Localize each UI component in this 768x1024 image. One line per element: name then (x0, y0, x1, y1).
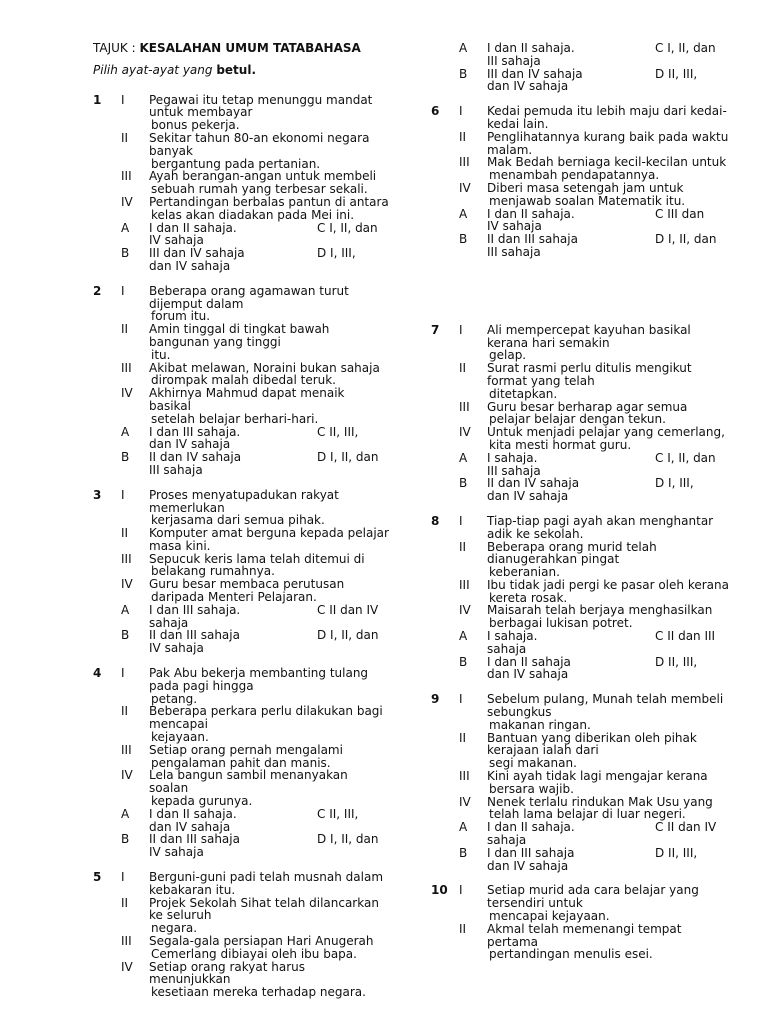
option-continuation: sahaja (487, 641, 527, 656)
option-row (431, 821, 731, 847)
option-row (93, 247, 390, 273)
option-continuation: III sahaja (487, 244, 541, 259)
statement-continuation: pelajar belajar dengan tekun. (489, 412, 666, 427)
statement-numeral: I (459, 322, 463, 337)
statement-numeral: III (121, 169, 132, 184)
option-text: II dan III sahaja (149, 832, 240, 847)
page-title (93, 42, 390, 55)
option-letter: B (121, 450, 130, 465)
option-row (431, 477, 731, 503)
question-10 (431, 884, 731, 961)
option-row (93, 629, 390, 655)
option-text: I dan III sahaja. (149, 602, 241, 617)
statement-numeral: IV (121, 768, 133, 783)
option-row (93, 833, 390, 859)
statement-text: Tiap-tiap pagi ayah akan menghantar adik ke sekolah. (487, 513, 714, 541)
statement-numeral: III (459, 399, 470, 414)
option-alt-text: C II dan III (655, 629, 716, 644)
option-row (93, 808, 390, 834)
statement-numeral: II (459, 129, 467, 144)
statement-numeral: III (459, 769, 470, 784)
option-continuation: dan IV sahaja (149, 258, 231, 273)
option-text: I dan II sahaja. (487, 41, 575, 55)
option-text: III dan IV sahaja (487, 66, 583, 81)
statement-continuation: forum itu. (151, 309, 211, 324)
statement-text: Beberapa orang murid telah dianugerahkan pingat (487, 539, 657, 567)
statement-text: Bantuan yang diberikan oleh pihak kerajaan ialah dari (487, 730, 697, 758)
statement-iii (93, 362, 390, 375)
statement-continuation: kita mesti hormat guru. (489, 437, 632, 452)
statement-numeral: IV (459, 425, 471, 440)
statement-ii (431, 541, 731, 567)
statement-ii (431, 362, 731, 388)
statement-continuation: menambah pendapatannya. (489, 168, 660, 183)
statement-numeral: II (459, 539, 467, 554)
statement-i (93, 667, 390, 693)
option-text: II dan III sahaja (149, 628, 240, 643)
option-continuation: IV sahaja (149, 641, 204, 656)
statement-numeral: I (121, 487, 125, 502)
option-alt-text: D II, III, (655, 654, 698, 669)
option-row (431, 847, 731, 873)
statement-iv (431, 796, 731, 809)
statement-i (431, 324, 731, 350)
question-number: 1 (93, 92, 102, 107)
statement-numeral: III (121, 360, 132, 375)
option-text: I dan III sahaja (487, 845, 575, 860)
statement-numeral: II (459, 361, 467, 376)
statement-i (93, 94, 390, 120)
statement-text: Mak Bedah berniaga kecil-kecilan untuk (487, 155, 727, 170)
option-letter: A (459, 450, 468, 465)
question-6 (431, 105, 731, 259)
statement-iv (93, 769, 390, 795)
continued-options (431, 42, 731, 93)
statement-continuation: gelap. (489, 348, 527, 363)
option-alt-text: C II dan IV (655, 820, 717, 835)
statement-continuation: kejayaan. (151, 730, 209, 745)
question-number: 6 (431, 104, 440, 119)
option-letter: A (459, 629, 468, 644)
statement-text: Amin tinggal di tingkat bawah bangunan yang tinggi (149, 322, 330, 349)
statement-numeral: I (121, 666, 125, 681)
question-5 (93, 871, 390, 999)
statement-numeral: IV (121, 959, 133, 974)
option-alt-text: C I, II, dan (655, 41, 716, 55)
statement-continuation: setelah belajar berhari-hari. (151, 411, 319, 426)
option-row (431, 452, 731, 478)
statement-i (93, 285, 390, 311)
option-continuation: dan IV sahaja (487, 858, 569, 873)
question-number: 10 (431, 883, 448, 898)
option-continuation: sahaja (149, 615, 189, 630)
option-row (93, 426, 390, 452)
statement-text: Nenek terlalu rindukan Mak Usu yang (487, 794, 713, 809)
statement-text: Sebelum pulang, Munah telah membeli sebungkus (487, 692, 724, 720)
statement-continuation: negara. (151, 921, 198, 936)
statement-text: Sekitar tahun 80-an ekonomi negara banyak (149, 130, 370, 158)
statement-numeral: III (121, 934, 132, 948)
statement-iv (93, 578, 390, 591)
statement-continuation: itu. (151, 347, 171, 362)
statement-text: Beberapa orang agamawan turut dijemput dalam (149, 283, 349, 311)
statement-iii (93, 170, 390, 183)
statement-numeral: I (121, 92, 125, 107)
statement-continuation: petang. (151, 691, 198, 706)
title-label: TAJUK : (93, 41, 140, 55)
statement-text: Penglihatannya kurang baik pada waktu malam. (487, 129, 729, 157)
statement-i (431, 105, 731, 131)
statement-text: Setiap murid ada cara belajar yang tersendiri untuk (487, 883, 699, 911)
option-text: I dan II sahaja (487, 654, 571, 669)
statement-text: Ibu tidak jadi pergi ke pasar oleh kerana (487, 577, 729, 592)
option-text: I dan II sahaja. (149, 806, 237, 821)
question-list-right (431, 105, 731, 961)
statement-text: Surat rasmi perlu ditulis mengikut format yang telah (487, 361, 692, 388)
option-continuation: sahaja (487, 833, 527, 848)
statement-numeral: II (121, 526, 129, 541)
statement-numeral: IV (121, 386, 133, 401)
option-letter: B (121, 246, 130, 261)
question-number: 9 (431, 692, 440, 707)
option-letter: B (459, 66, 468, 81)
option-letter: A (121, 602, 130, 617)
question-number: 7 (431, 322, 440, 337)
option-continuation: dan IV sahaja (149, 819, 231, 834)
option-text: I dan III sahaja. (149, 424, 241, 439)
statement-text: Pertandingan berbalas pantun di antara (149, 194, 389, 209)
option-alt-text: C II dan IV (317, 602, 379, 617)
statement-iii (431, 156, 731, 169)
option-continuation: III sahaja (149, 462, 203, 477)
statement-continuation: berbagai lukisan potret. (489, 616, 633, 631)
option-letter: B (459, 654, 468, 669)
statement-text: Akhirnya Mahmud dapat menaik basikal (149, 386, 345, 413)
statement-text: Lela bangun sambil menanyakan soalan (149, 768, 348, 796)
statement-ii (431, 732, 731, 758)
statement-text: Beberapa perkara perlu dilakukan bagi mencapai (149, 704, 383, 732)
option-letter: A (459, 820, 468, 835)
statement-ii (93, 897, 390, 923)
statement-text: Komputer amat berguna kepada pelajar masa kini. (149, 526, 389, 553)
statement-continuation: kelas akan diadakan pada Mei ini. (151, 207, 355, 222)
statement-continuation: bonus pekerja. (151, 118, 240, 133)
statement-text: Kini ayah tidak lagi mengajar kerana (487, 769, 708, 784)
instruction (93, 64, 390, 77)
statement-iii (431, 401, 731, 414)
statement-continuation: kerjasama dari semua pihak. (151, 513, 325, 528)
statement-continuation: dirompak malah dibedal teruk. (151, 373, 336, 388)
statement-text: Berguni-guni padi telah musnah dalam kebakaran itu. (149, 870, 384, 897)
statement-numeral: I (121, 283, 125, 298)
statement-ii (93, 527, 390, 553)
statement-continuation: segi makanan. (489, 756, 577, 771)
statement-continuation: menjawab soalan Matematik itu. (489, 193, 686, 208)
statement-numeral: II (121, 704, 129, 719)
statement-continuation: mencapai kejayaan. (489, 909, 610, 924)
option-row (93, 451, 390, 477)
question-list-left (93, 94, 390, 999)
statement-numeral: III (121, 742, 132, 757)
option-row (431, 656, 731, 682)
statement-text: Setiap orang rakyat harus menunjukkan (149, 959, 306, 987)
option-alt-text: C I, II, dan (655, 450, 716, 465)
statement-iv (93, 961, 390, 987)
instruction-text: Pilih ayat-ayat yang (93, 62, 217, 77)
statement-text: Pegawai itu tetap menunggu mandat untuk membayar (149, 92, 373, 120)
statement-i (93, 489, 390, 515)
statement-text: Diberi masa setengah jam untuk (487, 180, 684, 195)
option-letter: A (121, 806, 130, 821)
option-text: II dan IV sahaja (149, 450, 242, 465)
option-text: I dan II sahaja. (487, 206, 575, 221)
statement-numeral: II (121, 895, 129, 910)
option-alt-text: C II, III, (317, 424, 359, 439)
statement-ii (93, 323, 390, 349)
statement-ii (431, 131, 731, 157)
title-text: KESALAHAN UMUM TATABAHASA (139, 41, 361, 55)
option-alt-text: D I, II, dan (317, 628, 379, 643)
statement-continuation: bergantung pada pertanian. (151, 156, 321, 171)
statement-text: Segala-gala persiapan Hari Anugerah (149, 934, 374, 948)
question-3 (93, 489, 390, 655)
option-text: II dan IV sahaja (487, 476, 580, 491)
question-1 (93, 94, 390, 273)
statement-numeral: I (459, 692, 463, 707)
left-column (93, 42, 390, 1011)
statement-text: Proses menyatupadukan rakyat memerlukan (149, 487, 339, 515)
statement-text: Projek Sekolah Sihat telah dilancarkan ke seluruh (149, 895, 379, 923)
option-alt-text: D II, III, (655, 845, 698, 860)
question-number: 8 (431, 513, 440, 528)
option-alt-text: D I, II, dan (317, 450, 379, 465)
question-8 (431, 515, 731, 681)
statement-text: Guru besar membaca perutusan (149, 577, 345, 592)
statement-text: Guru besar berharap agar semua (487, 399, 688, 414)
statement-continuation: telah lama belajar di luar negeri. (489, 807, 686, 822)
statement-numeral: II (459, 730, 467, 745)
statement-iii (93, 553, 390, 566)
question-number: 3 (93, 487, 102, 502)
statement-numeral: II (121, 322, 129, 337)
statement-continuation: makanan ringan. (489, 717, 591, 732)
statement-text: Sepucuk keris lama telah ditemui di (149, 551, 365, 566)
option-alt-text: C III dan (655, 206, 705, 221)
statement-continuation: kereta rosak. (489, 590, 568, 605)
option-alt-text: D I, II, dan (655, 232, 717, 247)
statement-numeral: IV (459, 603, 471, 618)
statement-continuation: kesetiaan mereka terhadap negara. (151, 985, 366, 1000)
option-text: II dan III sahaja (487, 232, 578, 247)
statement-iv (431, 426, 731, 439)
statement-text: Untuk menjadi pelajar yang cemerlang, (487, 425, 725, 440)
option-alt-text: C I, II, dan (317, 220, 378, 235)
option-letter: A (459, 206, 468, 221)
statement-numeral: IV (459, 180, 471, 195)
statement-numeral: I (459, 883, 463, 898)
option-continuation: dan IV sahaja (487, 79, 569, 94)
option-letter: A (121, 220, 130, 235)
statement-i (431, 884, 731, 910)
statement-numeral: III (459, 155, 470, 170)
question-7 (431, 324, 731, 503)
statement-numeral: I (459, 513, 463, 528)
option-continuation: IV sahaja (149, 845, 204, 860)
option-row (431, 42, 731, 68)
option-letter: B (121, 832, 130, 847)
option-text: I sahaja. (487, 450, 538, 465)
option-letter: B (459, 845, 468, 860)
option-row (431, 208, 731, 234)
statement-numeral: II (459, 921, 467, 936)
option-row (431, 233, 731, 259)
statement-text: Maisarah telah berjaya menghasilkan (487, 603, 713, 618)
statement-numeral: I (121, 870, 125, 885)
option-letter: B (121, 628, 130, 643)
option-text: I dan II sahaja. (487, 820, 575, 835)
statement-iv (93, 387, 390, 413)
question-9 (431, 693, 731, 872)
statement-iv (431, 182, 731, 195)
option-alt-text: C II, III, (317, 806, 359, 821)
statement-numeral: IV (121, 577, 133, 592)
statement-i (431, 693, 731, 719)
statement-i (93, 871, 390, 897)
option-row (93, 222, 390, 248)
question-2 (93, 285, 390, 477)
option-text: I dan II sahaja. (149, 220, 237, 235)
option-text: I sahaja. (487, 629, 538, 644)
option-alt-text: D I, III, (317, 246, 356, 261)
option-row (431, 68, 731, 94)
option-letter: A (459, 41, 468, 55)
option-continuation: dan IV sahaja (149, 437, 231, 452)
statement-text: Ali mempercepat kayuhan basikal kerana hari semakin (487, 322, 691, 350)
statement-numeral: III (459, 577, 470, 592)
statement-continuation: keberanian. (489, 565, 560, 580)
statement-iii (93, 744, 390, 757)
statement-text: Ayah berangan-angan untuk membeli (149, 169, 377, 184)
statement-numeral: I (459, 104, 463, 119)
statement-text: Setiap orang pernah mengalami (149, 742, 343, 757)
statement-continuation: ditetapkan. (489, 386, 558, 401)
statement-continuation: pertandingan menulis esei. (489, 947, 653, 962)
statement-continuation: sebuah rumah yang terbesar sekali. (151, 182, 368, 197)
option-continuation: III sahaja (487, 463, 541, 478)
option-continuation: III sahaja (487, 53, 541, 68)
statement-continuation: bersara wajib. (489, 781, 574, 796)
statement-continuation: Cemerlang dibiayai oleh ibu bapa. (151, 946, 357, 961)
option-alt-text: D I, III, (655, 476, 694, 491)
option-continuation: IV sahaja (487, 219, 542, 234)
statement-iii (431, 770, 731, 783)
statement-iii (431, 579, 731, 592)
option-letter: B (459, 476, 468, 491)
statement-continuation: pengalaman pahit dan manis. (151, 755, 331, 770)
statement-text: Pak Abu bekerja membanting tulang pada pagi hingga (149, 666, 369, 693)
statement-numeral: IV (459, 794, 471, 809)
column-spacer (431, 284, 731, 324)
statement-text: Akmal telah memenangi tempat pertama (487, 921, 682, 949)
option-alt-text: D I, II, dan (317, 832, 379, 847)
option-row (93, 604, 390, 630)
right-column (431, 42, 731, 973)
option-continuation: dan IV sahaja (487, 667, 569, 682)
option-continuation: IV sahaja (149, 233, 204, 248)
option-continuation: dan IV sahaja (487, 489, 569, 504)
option-letter: A (121, 424, 130, 439)
statement-iv (431, 604, 731, 617)
statement-ii (431, 923, 731, 949)
statement-numeral: II (121, 130, 129, 145)
statement-continuation: kepada gurunya. (151, 794, 253, 809)
statement-text: Akibat melawan, Noraini bukan sahaja (149, 360, 380, 375)
statement-iv (93, 196, 390, 209)
statement-numeral: IV (121, 194, 133, 209)
statement-continuation: daripada Menteri Pelajaran. (151, 590, 317, 605)
question-number: 4 (93, 666, 102, 681)
option-row (431, 630, 731, 656)
statement-text: Kedai pemuda itu lebih maju dari kedai-kedai lain. (487, 104, 727, 131)
statement-continuation: belakang rumahnya. (151, 564, 275, 579)
question-number: 2 (93, 283, 102, 298)
statement-ii (93, 705, 390, 731)
statement-ii (93, 132, 390, 158)
statement-numeral: III (121, 551, 132, 566)
option-alt-text: D II, III, (655, 66, 698, 81)
option-letter: B (459, 232, 468, 247)
instruction-emphasis: betul. (216, 62, 257, 77)
statement-i (431, 515, 731, 541)
option-text: III dan IV sahaja (149, 246, 245, 261)
question-4 (93, 667, 390, 859)
question-number: 5 (93, 870, 102, 885)
statement-iii (93, 935, 390, 948)
